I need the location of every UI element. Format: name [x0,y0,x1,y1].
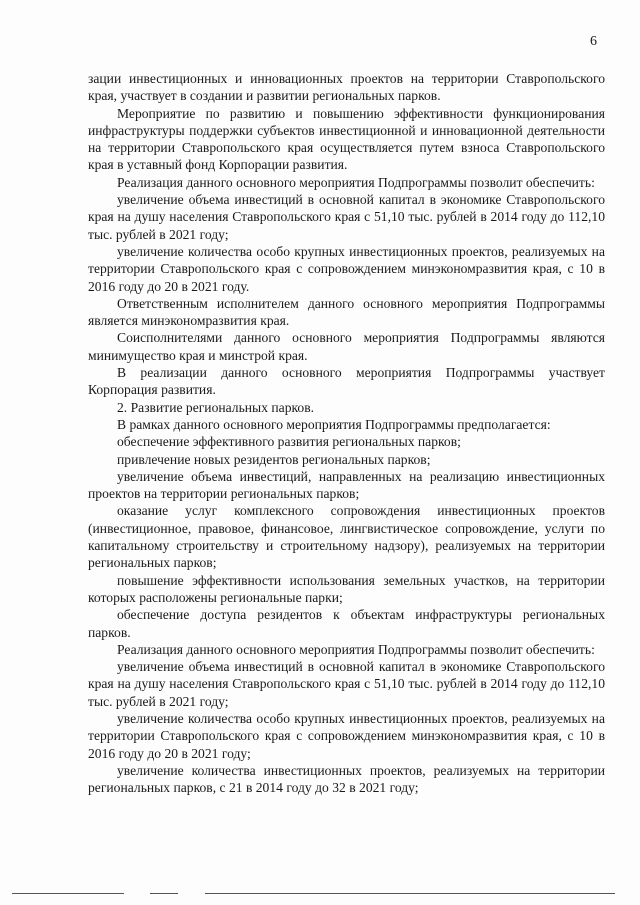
page-number: 6 [590,34,597,49]
paragraph: увеличение объема инвестиций в основной капитал в экономике Ставропольского края на душу населения Ставропольского края с 51,10 тыс. рублей в 2014 году до 112,10 тыс. рублей в 2021 году; [88,192,605,242]
paragraph: привлечение новых резидентов региональных парков; [117,451,431,467]
footer-rule [205,893,615,894]
paragraph: зации инвестиционных и инновационных проектов на территории Ставропольского края, участвует в создании и развитии региональных парков. [88,71,605,104]
paragraph: увеличение объема инвестиций в основной капитал в экономике Ставропольского края на душу населения Ставропольского края с 51,10 тыс. рублей в 2014 году до 112,10 тыс. рублей в 2021 году; [88,659,605,709]
paragraph: В реализации данного основного мероприятия Подпрограммы участвует Корпорация развития. [88,365,605,398]
body-text [88,70,605,796]
footer-rule [12,893,124,894]
paragraph: оказание услуг комплексного сопровождения инвестиционных проектов (инвестиционное, правовое, финансовое, лингвистическое сопровождение, услуги по капитальному строительству и строительному надзору), реализуемых на территории региональных парков; [88,503,605,571]
footer-rules [0,893,640,901]
paragraph: Реализация данного основного мероприятия Подпрограммы позволит обеспечить: [117,174,595,190]
paragraph: Ответственным исполнителем данного основного мероприятия Подпрограммы является минэкономразвития края. [88,295,605,329]
paragraph: увеличение количества инвестиционных проектов, реализуемых на территории региональных парков, с 21 в 2014 году до 32 в 2021 году; [88,762,605,796]
paragraph: 2. Развитие региональных парков. [117,399,315,415]
paragraph: обеспечение доступа резидентов к объектам инфраструктуры региональных парков. [88,607,605,640]
paragraph: обеспечение эффективного развития региональных парков; [117,434,461,450]
paragraph: В рамках данного основного мероприятия Подпрограммы предполагается: [117,416,551,432]
paragraph: увеличение количества особо крупных инвестиционных проектов, реализуемых на территории Ставропольского края с сопровождением минэкономразвития края, с 10 в 2016 году до 20 в 2021 году; [88,710,605,761]
paragraph: увеличение количества особо крупных инвестиционных проектов, реализуемых на территории Ставропольского края с сопровождением минэкономразвития края, с 10 в 2016 году до 20 в 2021 году. [88,243,605,294]
paragraph: повышение эффективности использования земельных участков, на территории которых расположены региональные парки; [88,572,605,605]
footer-rule [150,893,178,894]
paragraph: Реализация данного основного мероприятия Подпрограммы позволит обеспечить: [117,641,595,657]
paragraph: Соисполнителями данного основного мероприятия Подпрограммы являются минимущество края и минстрой края. [88,330,605,363]
paragraph: Мероприятие по развитию и повышению эффективности функционирования инфраструктуры поддержки субъектов инвестиционной и инновационной деятельности на территории Ставропольского края осуществляется путем взноса Ставропольского края в уставный фонд Корпорации развития. [88,105,605,173]
paragraph: увеличение объема инвестиций, направленных на реализацию инвестиционных проектов на территории региональных парков; [88,468,605,502]
